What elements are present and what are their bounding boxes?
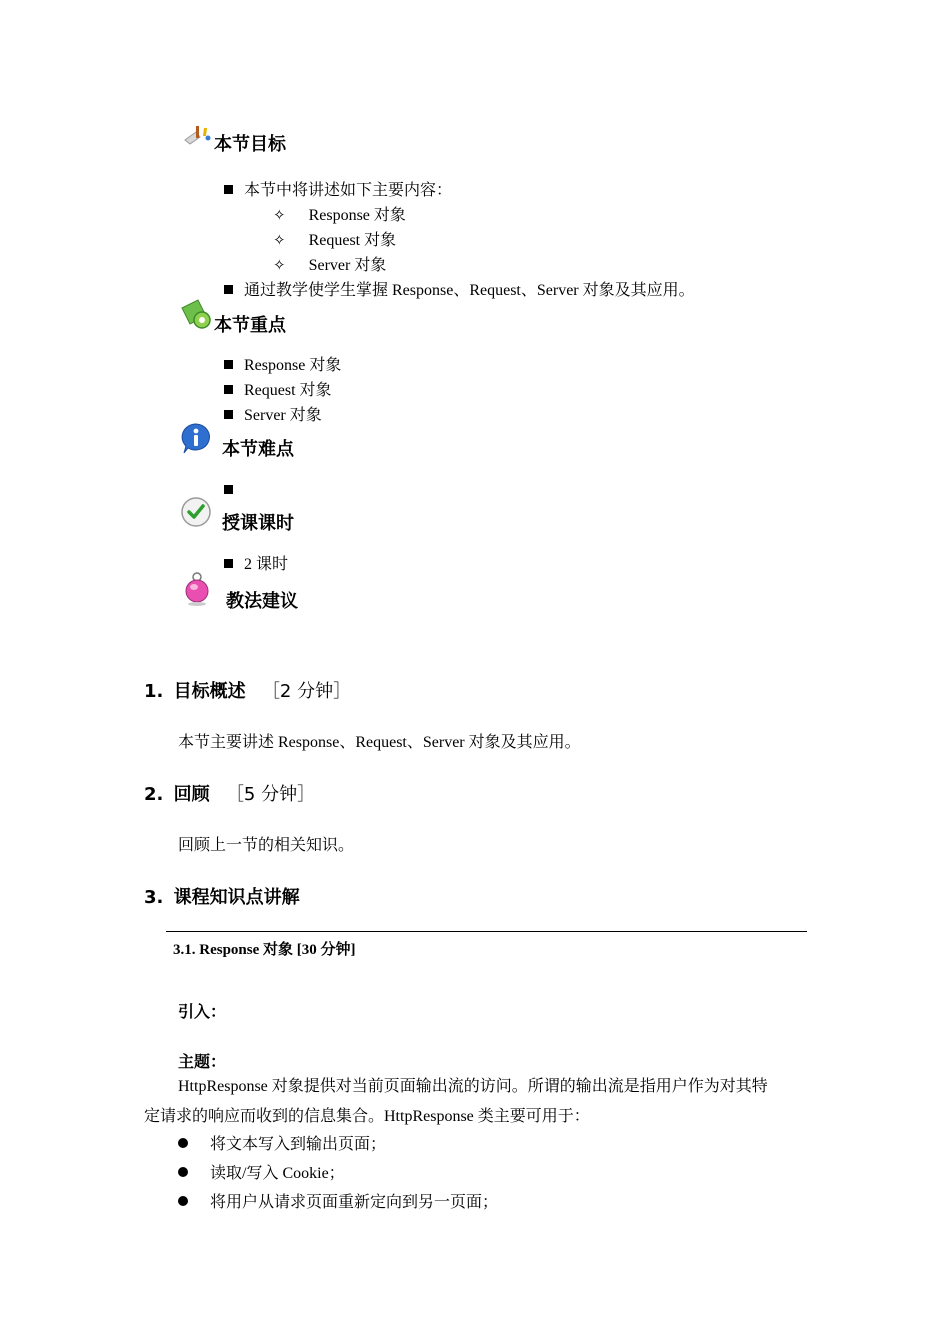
intro-label: 引入： — [178, 1004, 227, 1021]
goals-heading: 本节目标 — [214, 134, 286, 155]
key-points-item-label: Request 对象 — [244, 382, 332, 399]
diamond-bullet-icon: ✧ — [273, 231, 286, 249]
section-time: ［5 分钟］ — [225, 784, 316, 805]
method-heading: 教法建议 — [226, 591, 298, 612]
bullet-item — [178, 1160, 345, 1183]
goals-item-label: Request 对象 — [308, 232, 397, 249]
section-text: 回顾上一节的相关知识。 — [178, 837, 355, 854]
key-points-item — [224, 377, 332, 400]
subsection-title: 3.1. Response 对象 [30 分钟] — [173, 942, 356, 958]
key-points-item — [224, 352, 341, 375]
paragraph-line: HttpResponse 对象提供对当前页面输出流的访问。所谓的输出流是指用户作为对其特 — [178, 1078, 768, 1095]
bullet-label: 将文本写入到输出页面； — [210, 1136, 387, 1153]
section-heading — [144, 677, 351, 703]
goals-intro-item — [224, 177, 452, 200]
section-number: 3. — [144, 887, 164, 908]
section-number: 2. — [144, 784, 164, 805]
bullet-item — [178, 1131, 386, 1154]
dot-bullet-icon — [178, 1138, 188, 1148]
square-bullet-icon — [224, 385, 233, 394]
check-icon — [180, 496, 212, 528]
method-icon — [182, 571, 212, 607]
bullet-label: 读取/写入 Cookie； — [210, 1165, 345, 1182]
goals-subitem — [273, 202, 406, 225]
square-bullet-icon — [224, 410, 233, 419]
square-bullet-icon — [224, 485, 233, 494]
goals-summary-item — [224, 277, 695, 300]
section-text: 本节主要讲述 Response、Request、Server 对象及其应用。 — [178, 734, 581, 751]
key-points-heading: 本节重点 — [214, 315, 286, 336]
info-icon — [180, 422, 212, 454]
dot-bullet-icon — [178, 1196, 188, 1206]
square-bullet-icon — [224, 185, 233, 194]
square-bullet-icon — [224, 360, 233, 369]
section-time: ［2 分钟］ — [261, 681, 352, 702]
section-title: 目标概述 — [173, 681, 246, 702]
difficulties-item — [224, 481, 233, 499]
hours-value: 2 课时 — [244, 556, 289, 573]
section-heading — [144, 883, 300, 909]
key-points-item-label: Response 对象 — [244, 357, 342, 374]
key-points-item-label: Server 对象 — [244, 407, 322, 424]
diamond-bullet-icon: ✧ — [273, 256, 286, 274]
section-number: 1. — [144, 681, 164, 702]
hours-heading: 授课课时 — [222, 513, 294, 534]
key-points-icon — [180, 298, 214, 332]
bullet-label: 将用户从请求页面重新定向到另一页面； — [210, 1194, 499, 1211]
goals-icon — [182, 124, 212, 150]
divider — [166, 931, 807, 932]
goals-item-label: Server 对象 — [308, 257, 387, 274]
section-title: 课程知识点讲解 — [173, 887, 300, 908]
square-bullet-icon — [224, 285, 233, 294]
hours-item — [224, 551, 288, 574]
difficulties-heading: 本节难点 — [222, 439, 294, 460]
section-title: 回顾 — [173, 784, 210, 805]
goals-item-label: Response 对象 — [308, 207, 406, 224]
paragraph-line: 定请求的响应而收到的信息集合。HttpResponse 类主要可用于： — [144, 1108, 590, 1125]
diamond-bullet-icon: ✧ — [273, 206, 286, 224]
key-points-item — [224, 402, 322, 425]
goals-summary: 通过教学使学生掌握 Response、Request、Server 对象及其应用。 — [244, 282, 695, 299]
goals-subitem — [273, 227, 396, 250]
section-heading — [144, 780, 315, 806]
goals-intro: 本节中将讲述如下主要内容： — [244, 182, 453, 199]
bullet-item — [178, 1189, 498, 1212]
square-bullet-icon — [224, 559, 233, 568]
topic-label: 主题： — [178, 1054, 227, 1071]
goals-subitem — [273, 252, 386, 275]
dot-bullet-icon — [178, 1167, 188, 1177]
